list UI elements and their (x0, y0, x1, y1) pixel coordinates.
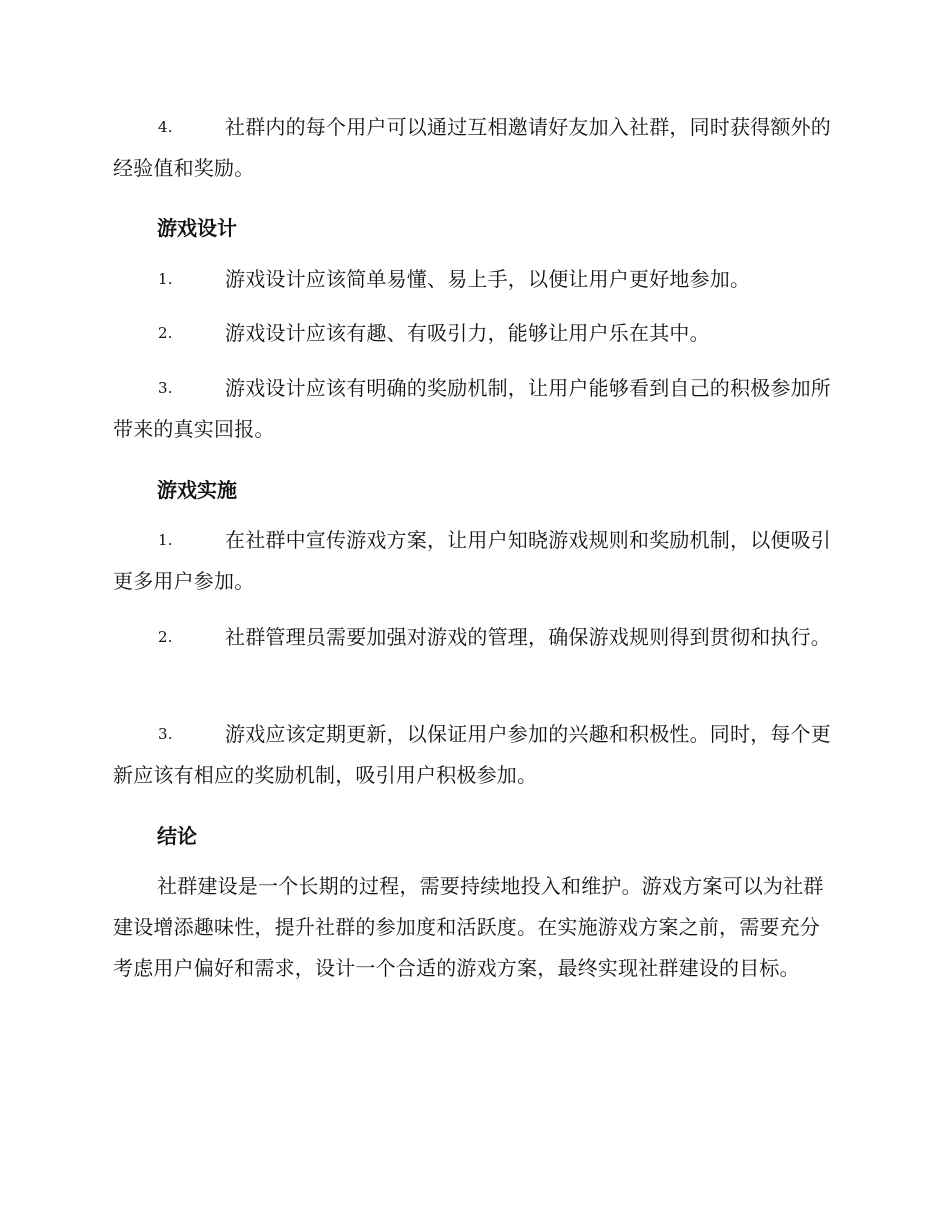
conclusion-paragraph: 社群建设是一个长期的过程，需要持续地投入和维护。游戏方案可以为社群建设增添趣味性，提升社群的参加度和活跃度。在实施游戏方案之前，需要充分考虑用户偏好和需求，设计一个合适的游戏方案，最终实现社群建设的目标。 (113, 874, 824, 980)
list-item (113, 617, 833, 658)
section-heading-conclusion: 结论 (157, 824, 197, 848)
list-number: 2. (158, 628, 173, 646)
list-item (113, 368, 833, 450)
list-item (113, 313, 833, 354)
list-number: 3. (158, 725, 173, 743)
list-number: 1. (158, 531, 173, 549)
list-item (113, 714, 833, 796)
section-heading-game-implementation: 游戏实施 (157, 478, 237, 502)
list-number: 4. (158, 118, 173, 136)
list-text: 社群管理员需要加强对游戏的管理，确保游戏规则得到贯彻和执行。 (225, 625, 831, 649)
list-number: 2. (158, 324, 173, 342)
list-number: 3. (158, 379, 173, 397)
list-text: 游戏设计应该有趣、有吸引力，能够让用户乐在其中。 (225, 321, 710, 345)
list-item (113, 107, 833, 189)
list-number: 1. (158, 270, 173, 288)
list-text: 在社群中宣传游戏方案，让用户知晓游戏规则和奖励机制，以便吸引更多用户参加。 (113, 528, 831, 593)
list-text: 游戏设计应该简单易懂、易上手，以便让用户更好地参加。 (225, 267, 751, 291)
list-item (113, 520, 833, 602)
list-text: 社群内的每个用户可以通过互相邀请好友加入社群，同时获得额外的经验值和奖励。 (113, 115, 831, 180)
list-text: 游戏应该定期更新，以保证用户参加的兴趣和积极性。同时，每个更新应该有相应的奖励机制，吸引用户积极参加。 (113, 722, 831, 787)
list-item (113, 259, 833, 300)
section-heading-game-design: 游戏设计 (157, 216, 237, 240)
list-text: 游戏设计应该有明确的奖励机制，让用户能够看到自己的积极参加所带来的真实回报。 (113, 376, 831, 441)
